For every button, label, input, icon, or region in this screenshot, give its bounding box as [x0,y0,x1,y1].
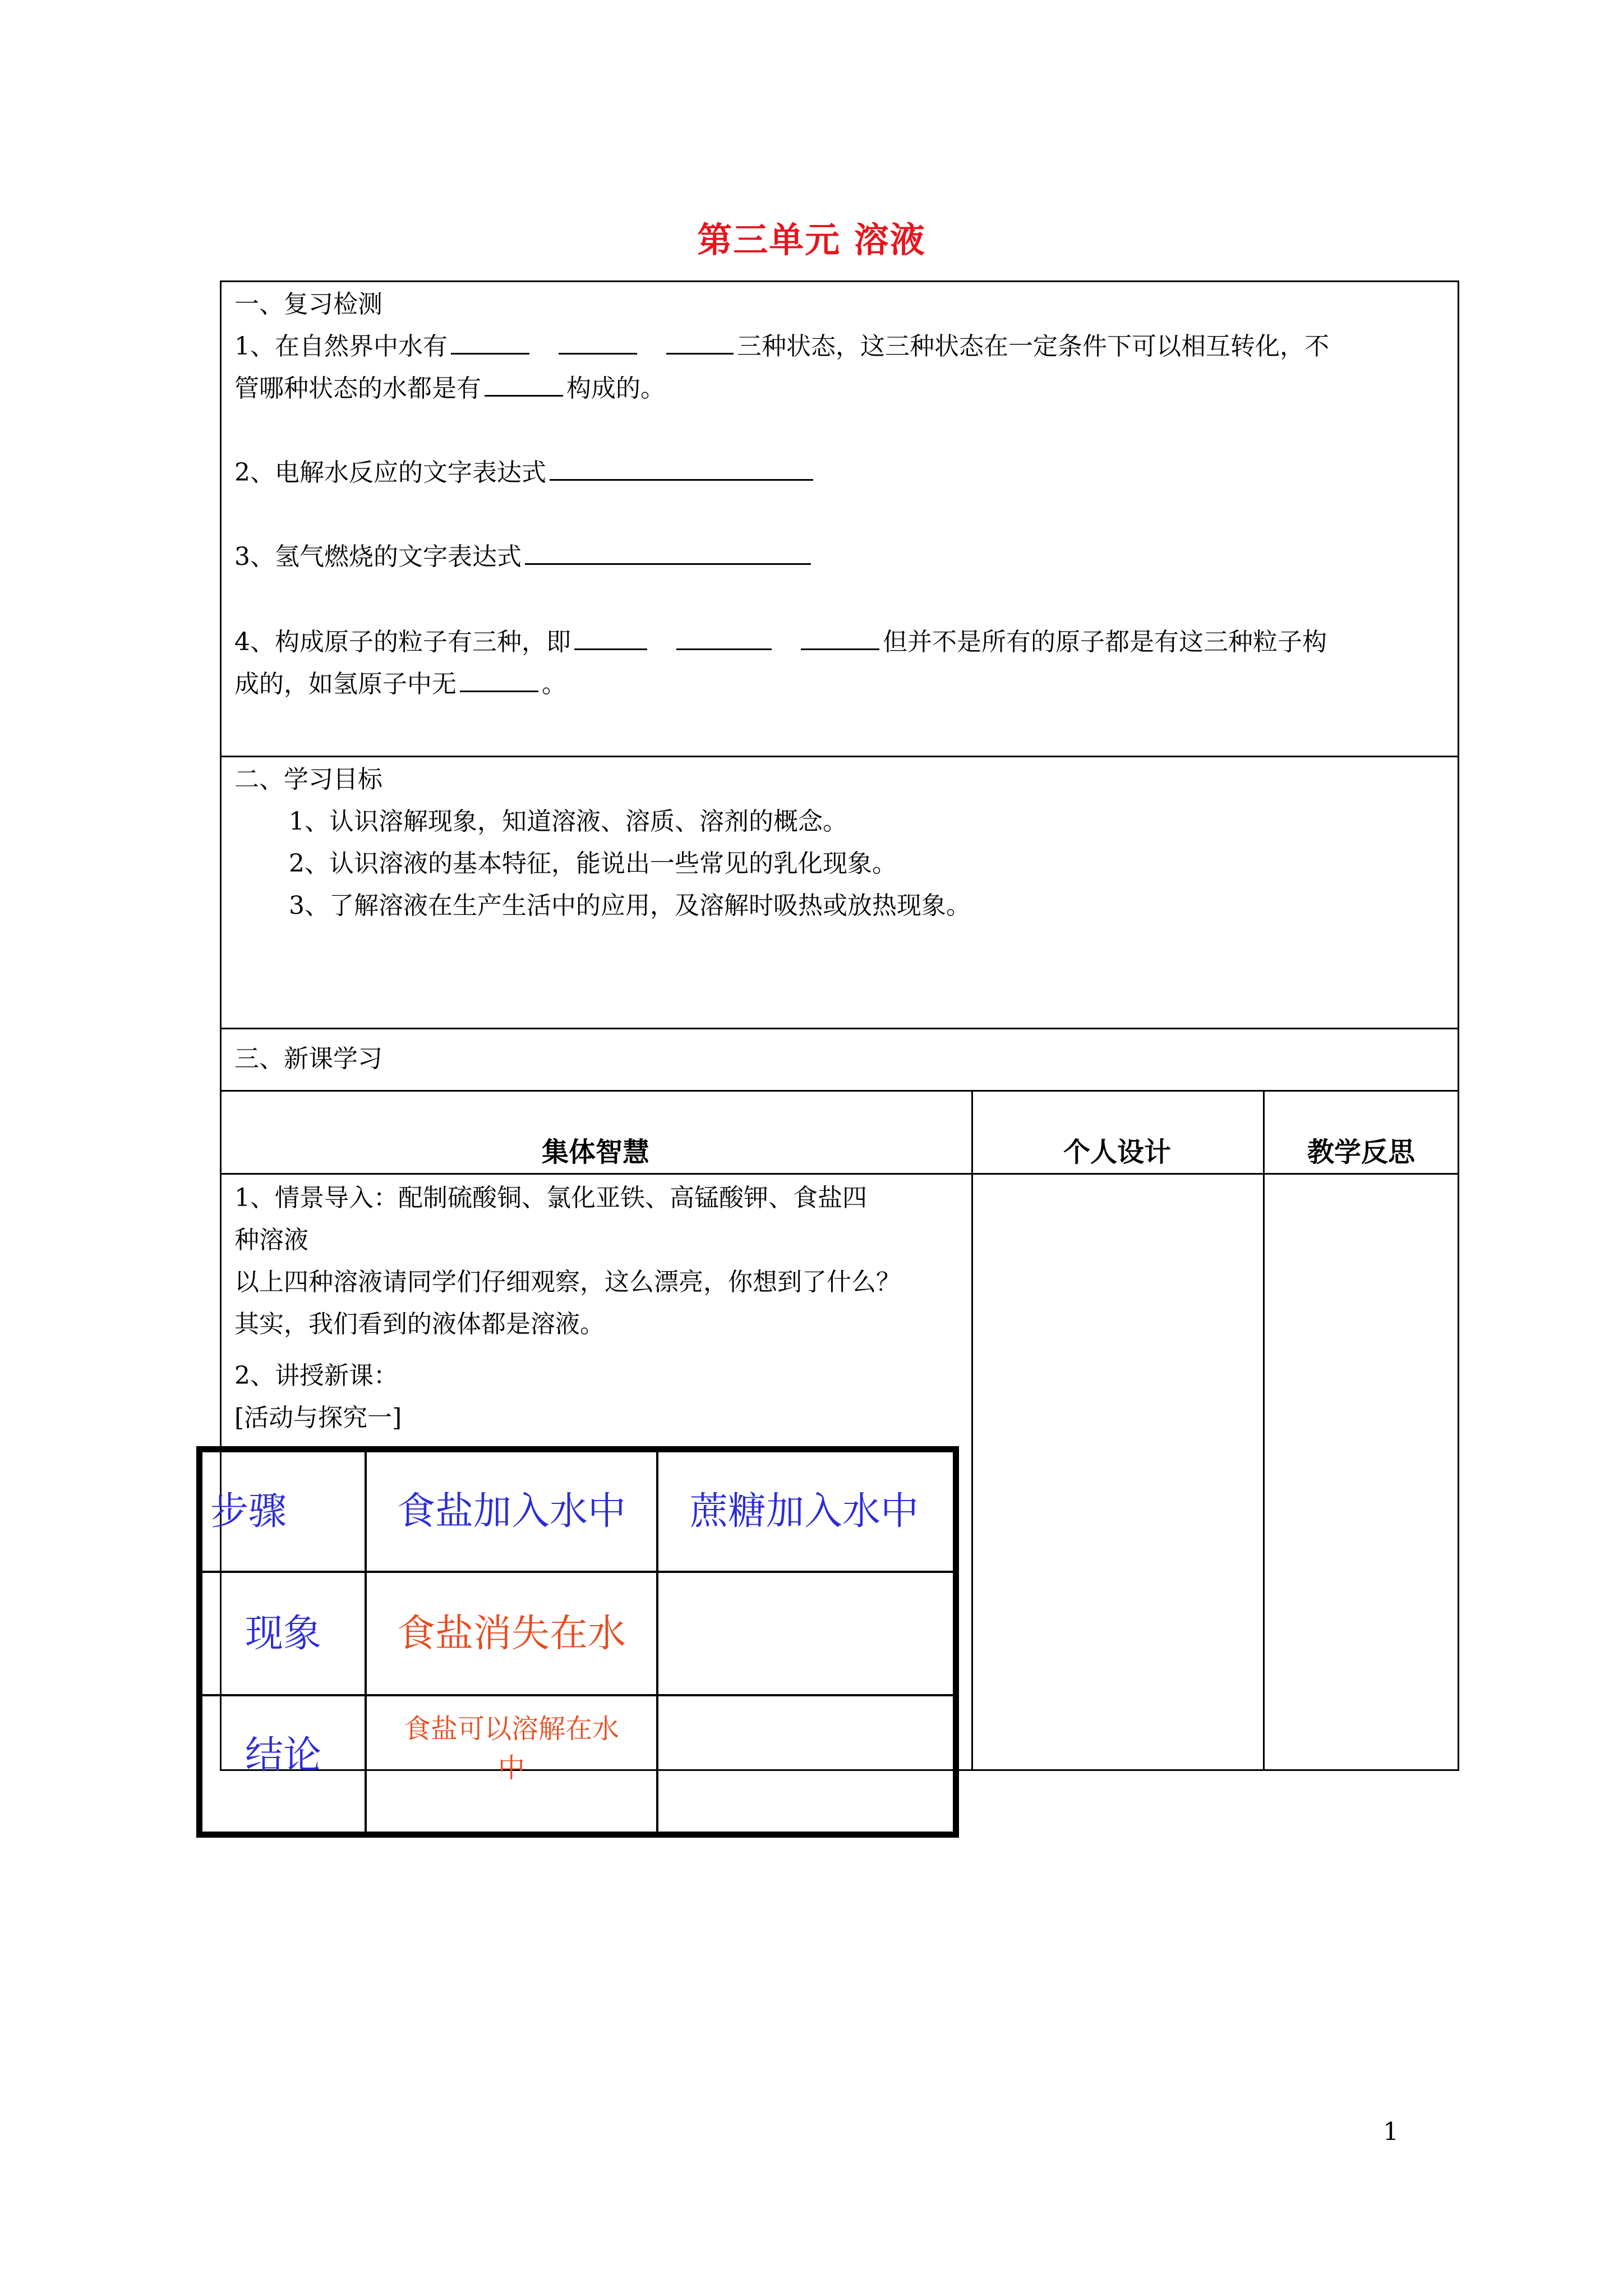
page-number: 1 [1383,2118,1399,2146]
blank-10[interactable] [460,666,538,692]
lesson-line-5: 2、讲授新课： [234,1361,398,1390]
q4-text-b: 但并不是所有的原子都是有这三种粒子构 [883,628,1327,656]
lesson-line-2: 种溶液 [234,1226,308,1254]
divider-header-bottom [220,1173,1459,1175]
blank-8[interactable] [676,624,772,650]
experiment-row-divider-2 [200,1694,955,1696]
row-label-steps: 步骤 [210,1489,287,1534]
q4-text-c: 成的，如氢原子中无 [234,670,457,698]
q3-text: 3、氢气燃烧的文字表达式 [234,542,522,571]
goal-item-3: 3、了解溶液在生产生活中的应用，及溶解时吸热或放热现象。 [289,891,971,920]
page-title: 第三单元 溶液 [697,219,926,260]
blank-1[interactable] [451,328,529,355]
row-label-phenomenon: 现象 [245,1612,321,1656]
question-2 [234,452,817,494]
q1-text-d: 构成的。 [566,374,665,403]
column-header-personal: 个人设计 [1063,1137,1171,1168]
blank-3[interactable] [666,328,734,355]
column-header-collective: 集体智慧 [541,1137,649,1168]
blank-7[interactable] [574,624,647,650]
blank-9[interactable] [801,624,879,650]
divider-section3-bottom [220,1090,1459,1092]
blank-2[interactable] [559,328,637,355]
salt-phenomenon: 食盐消失在水 [396,1612,626,1656]
goal-item-1: 1、认识溶解现象，知道溶液、溶质、溶剂的概念。 [289,807,847,836]
row-label-conclusion: 结论 [245,1733,321,1778]
divider-section2-bottom [220,1028,1459,1029]
lesson-line-6: [活动与探究一] [234,1404,402,1432]
question-1-line2 [234,367,665,410]
question-4-line2 [234,663,566,706]
goal-item-2: 2、认识溶液的基本特征，能说出一些常见的乳化现象。 [289,849,897,878]
question-3 [234,536,814,578]
lesson-line-1: 1、情景导入：配制硫酸铜、氯化亚铁、高锰酸钾、食盐四 [234,1184,867,1212]
blank-5[interactable] [550,454,813,481]
salt-conclusion-line2: 中 [497,1752,525,1784]
q2-text: 2、电解水反应的文字表达式 [234,458,546,487]
column-header-reflection: 教学反思 [1307,1137,1415,1168]
q1-text-c: 管哪种状态的水都是有 [234,374,481,403]
question-1-line1 [234,325,1329,368]
q4-text-a: 4、构成原子的粒子有三种，即 [234,628,571,656]
q1-text-b: 三种状态，这三种状态在一定条件下可以相互转化，不 [737,332,1329,361]
blank-6[interactable] [525,539,811,565]
header-sugar-in-water: 蔗糖加入水中 [689,1489,919,1534]
section3-heading: 三、新课学习 [234,1045,382,1073]
blank-4[interactable] [485,370,563,397]
section2-heading: 二、学习目标 [234,765,382,794]
column-divider-1 [971,1090,973,1771]
salt-conclusion-line1: 食盐可以溶解在水 [403,1713,619,1745]
divider-section1-bottom [220,756,1459,757]
lesson-line-3: 以上四种溶液请同学们仔细观察，这么漂亮，你想到了什么？ [234,1268,901,1296]
question-4-line1 [234,621,1327,664]
q4-text-d: 。 [542,670,566,698]
header-salt-in-water: 食盐加入水中 [396,1489,626,1534]
q1-text-a: 1、在自然界中水有 [234,332,448,361]
experiment-row-divider-1 [200,1571,955,1573]
section1-heading: 一、复习检测 [234,290,382,319]
column-divider-2 [1263,1090,1265,1771]
lesson-line-4: 其实，我们看到的液体都是溶液。 [234,1310,605,1338]
